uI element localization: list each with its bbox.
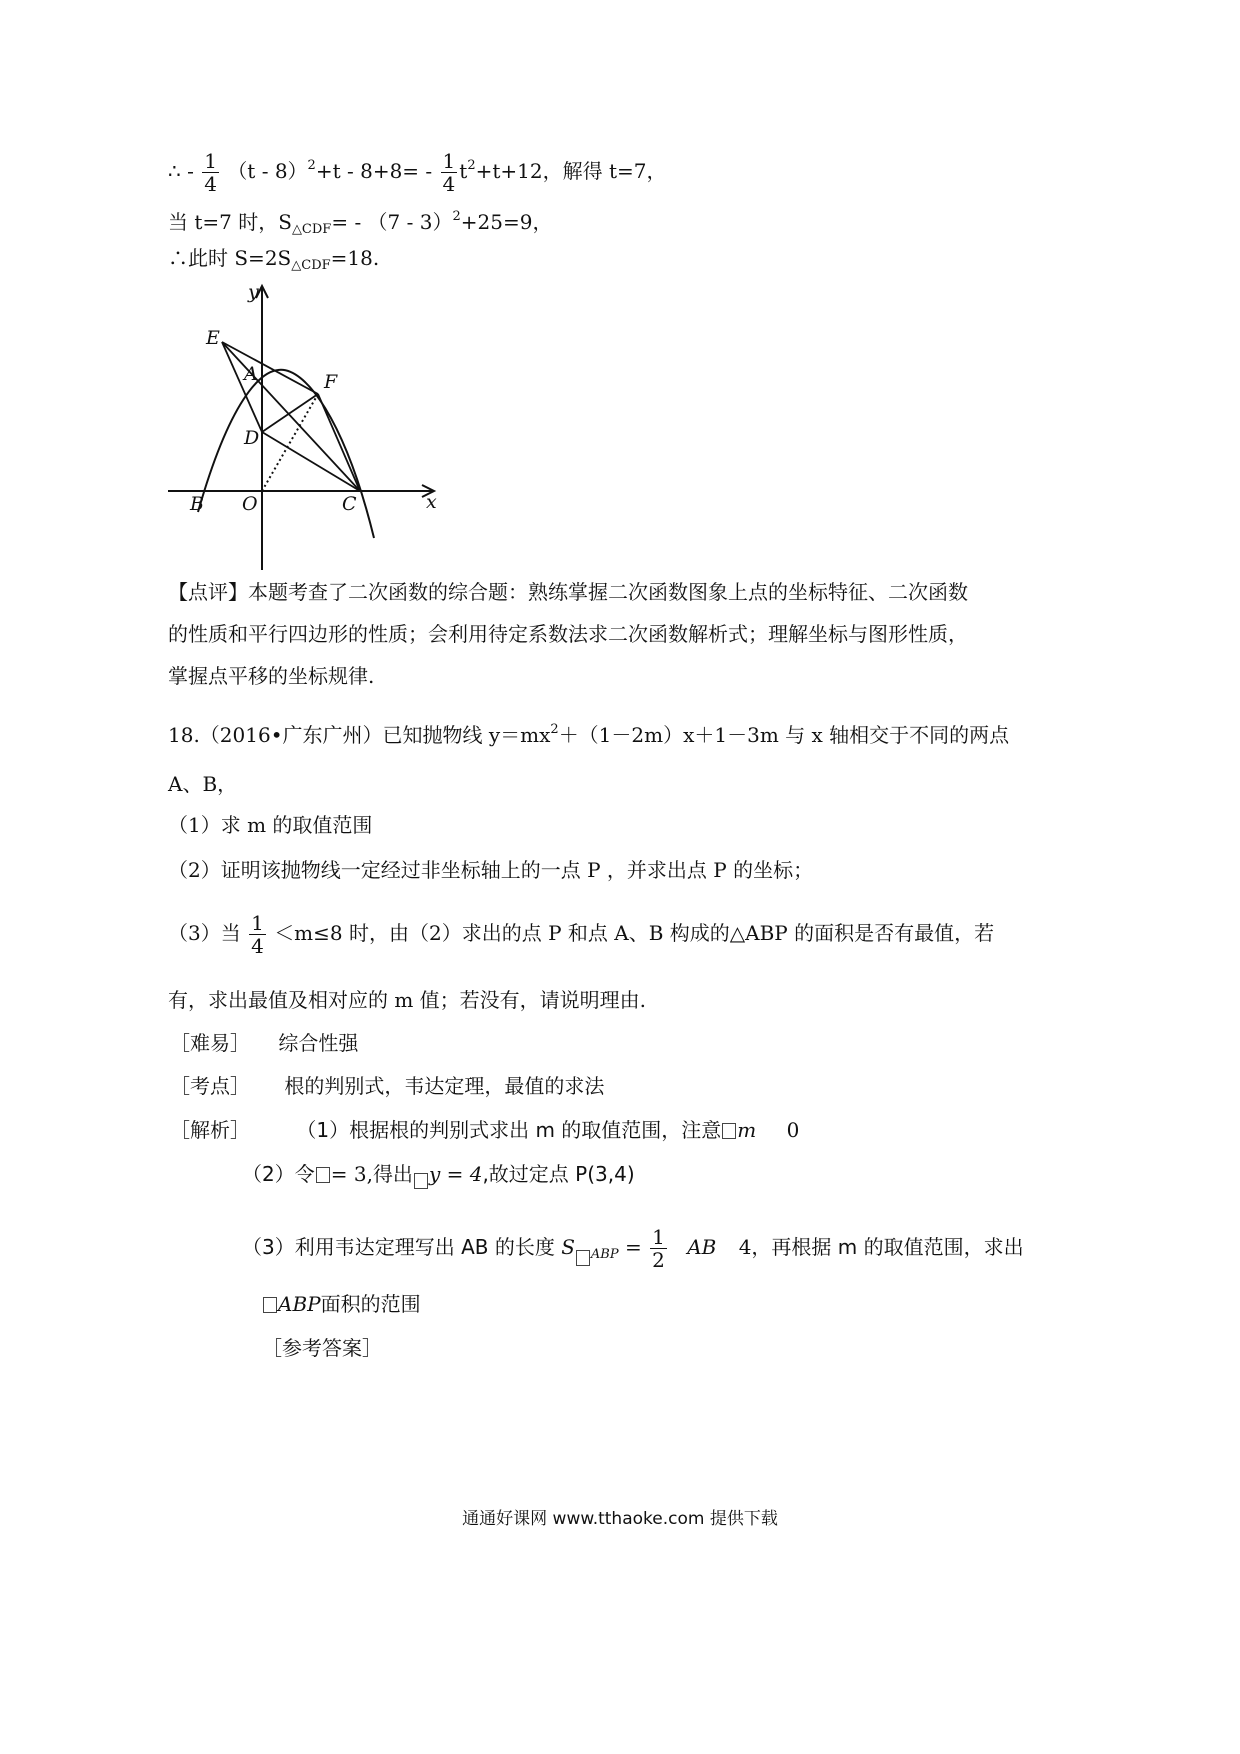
problem18-q1: （1）求 m 的取值范围	[168, 813, 373, 837]
label-x: x	[426, 491, 437, 513]
analysis-row-2: （2）令 = 3,得出 y = 4,故过定点 P(3,4)	[242, 1160, 635, 1189]
segment-EA-D	[222, 342, 262, 432]
footer-text: 通通好课网 www.tthaoke.com 提供下载	[462, 1509, 778, 1529]
problem18-q2: （2）证明该抛物线一定经过非坐标轴上的一点 P ，并求出点 P 的坐标；	[168, 858, 814, 882]
missing-glyph-box-3	[414, 1173, 428, 1189]
missing-glyph-box-2	[316, 1167, 330, 1183]
difficulty-row: ［难易］ 综合性强	[170, 1031, 359, 1055]
solution-line-3: ∴此时 $S=2S_{\triangle CDF}=18$.	[168, 246, 380, 273]
problem18-line-2: A、B，	[168, 772, 238, 796]
segment-EF	[222, 342, 318, 394]
problem18-q3-line-2: 有，求出最值及相对应的 m 值；若没有，请说明理由.	[168, 988, 647, 1012]
analysis-row-3: （3）利用韦达定理写出 AB 的长度 S $_{ABP}$ = $\frac{1}{2}$ AB 4，再根据 m 的取值范围，求出	[242, 1225, 1024, 1272]
analysis-row-4: ABP面积的范围	[262, 1290, 421, 1318]
parabola-figure	[160, 280, 460, 580]
problem18-line-1: 18.（2016•广东广州）已知抛物线 $y=mx^2+(1-2m)x+1-3m$ 与 x 轴相交于不同的两点	[168, 722, 1010, 747]
solution-line-2: 当 t=7 时，$S_{\triangle CDF}= - (7 - 3)^2+25=9$，	[168, 209, 553, 237]
answer-label: ［参考答案］	[262, 1336, 382, 1360]
analysis-row-1: ［解析］ （1）根据根的判别式求出 m 的取值范围，注意 m 0	[170, 1118, 800, 1142]
label-A: A	[244, 363, 258, 385]
label-C: C	[342, 493, 357, 515]
fraction-q3: $\frac{1}{4}$	[251, 911, 264, 958]
segment-EC	[222, 342, 360, 491]
segment-DC	[262, 432, 360, 491]
points-row: ［考点］ 根的判别式，韦达定理，最值的求法	[170, 1074, 605, 1098]
missing-glyph-box	[722, 1123, 736, 1139]
label-B: B	[190, 493, 204, 515]
label-E: E	[206, 327, 220, 349]
comment-line-3: 掌握点平移的坐标规律.	[168, 664, 375, 688]
missing-glyph-box-4	[576, 1250, 590, 1266]
therefore-symbol: ∴	[168, 159, 181, 183]
label-D: D	[244, 427, 260, 449]
label-F: F	[324, 371, 338, 393]
fraction-half: $\frac{1}{2}$	[652, 1225, 665, 1272]
missing-glyph-box-5	[263, 1297, 277, 1313]
comment-line-1: 【点评】本题考查了二次函数的综合题：熟练掌握二次函数图象上点的坐标特征、二次函数	[168, 580, 968, 604]
segment-DF	[262, 394, 318, 432]
segment-OF-dotted	[262, 394, 318, 491]
solution-line-1: ∴ - $\frac{1}{4}$ （t - 8）$^2$+t - 8+8= - $\frac{1}{4}$ $t^2+t+12$，解得 t=7，	[168, 149, 667, 196]
label-O: O	[242, 493, 258, 515]
label-y: y	[248, 281, 259, 303]
comment-line-2: 的性质和平行四边形的性质；会利用待定系数法求二次函数解析式；理解坐标与图形性质，	[168, 622, 968, 646]
segment-FC	[318, 394, 360, 491]
fraction-one-quarter: $\frac{1}{4}$	[204, 149, 217, 196]
fraction-one-quarter-2: $\frac{1}{4}$	[442, 149, 456, 196]
problem18-q3: （3）当 $\frac{1}{4}$ ＜m≤8 时，由（2）求出的点 P 和点 A、B 构成的△ABP 的面积是否有最值，若	[168, 911, 995, 958]
